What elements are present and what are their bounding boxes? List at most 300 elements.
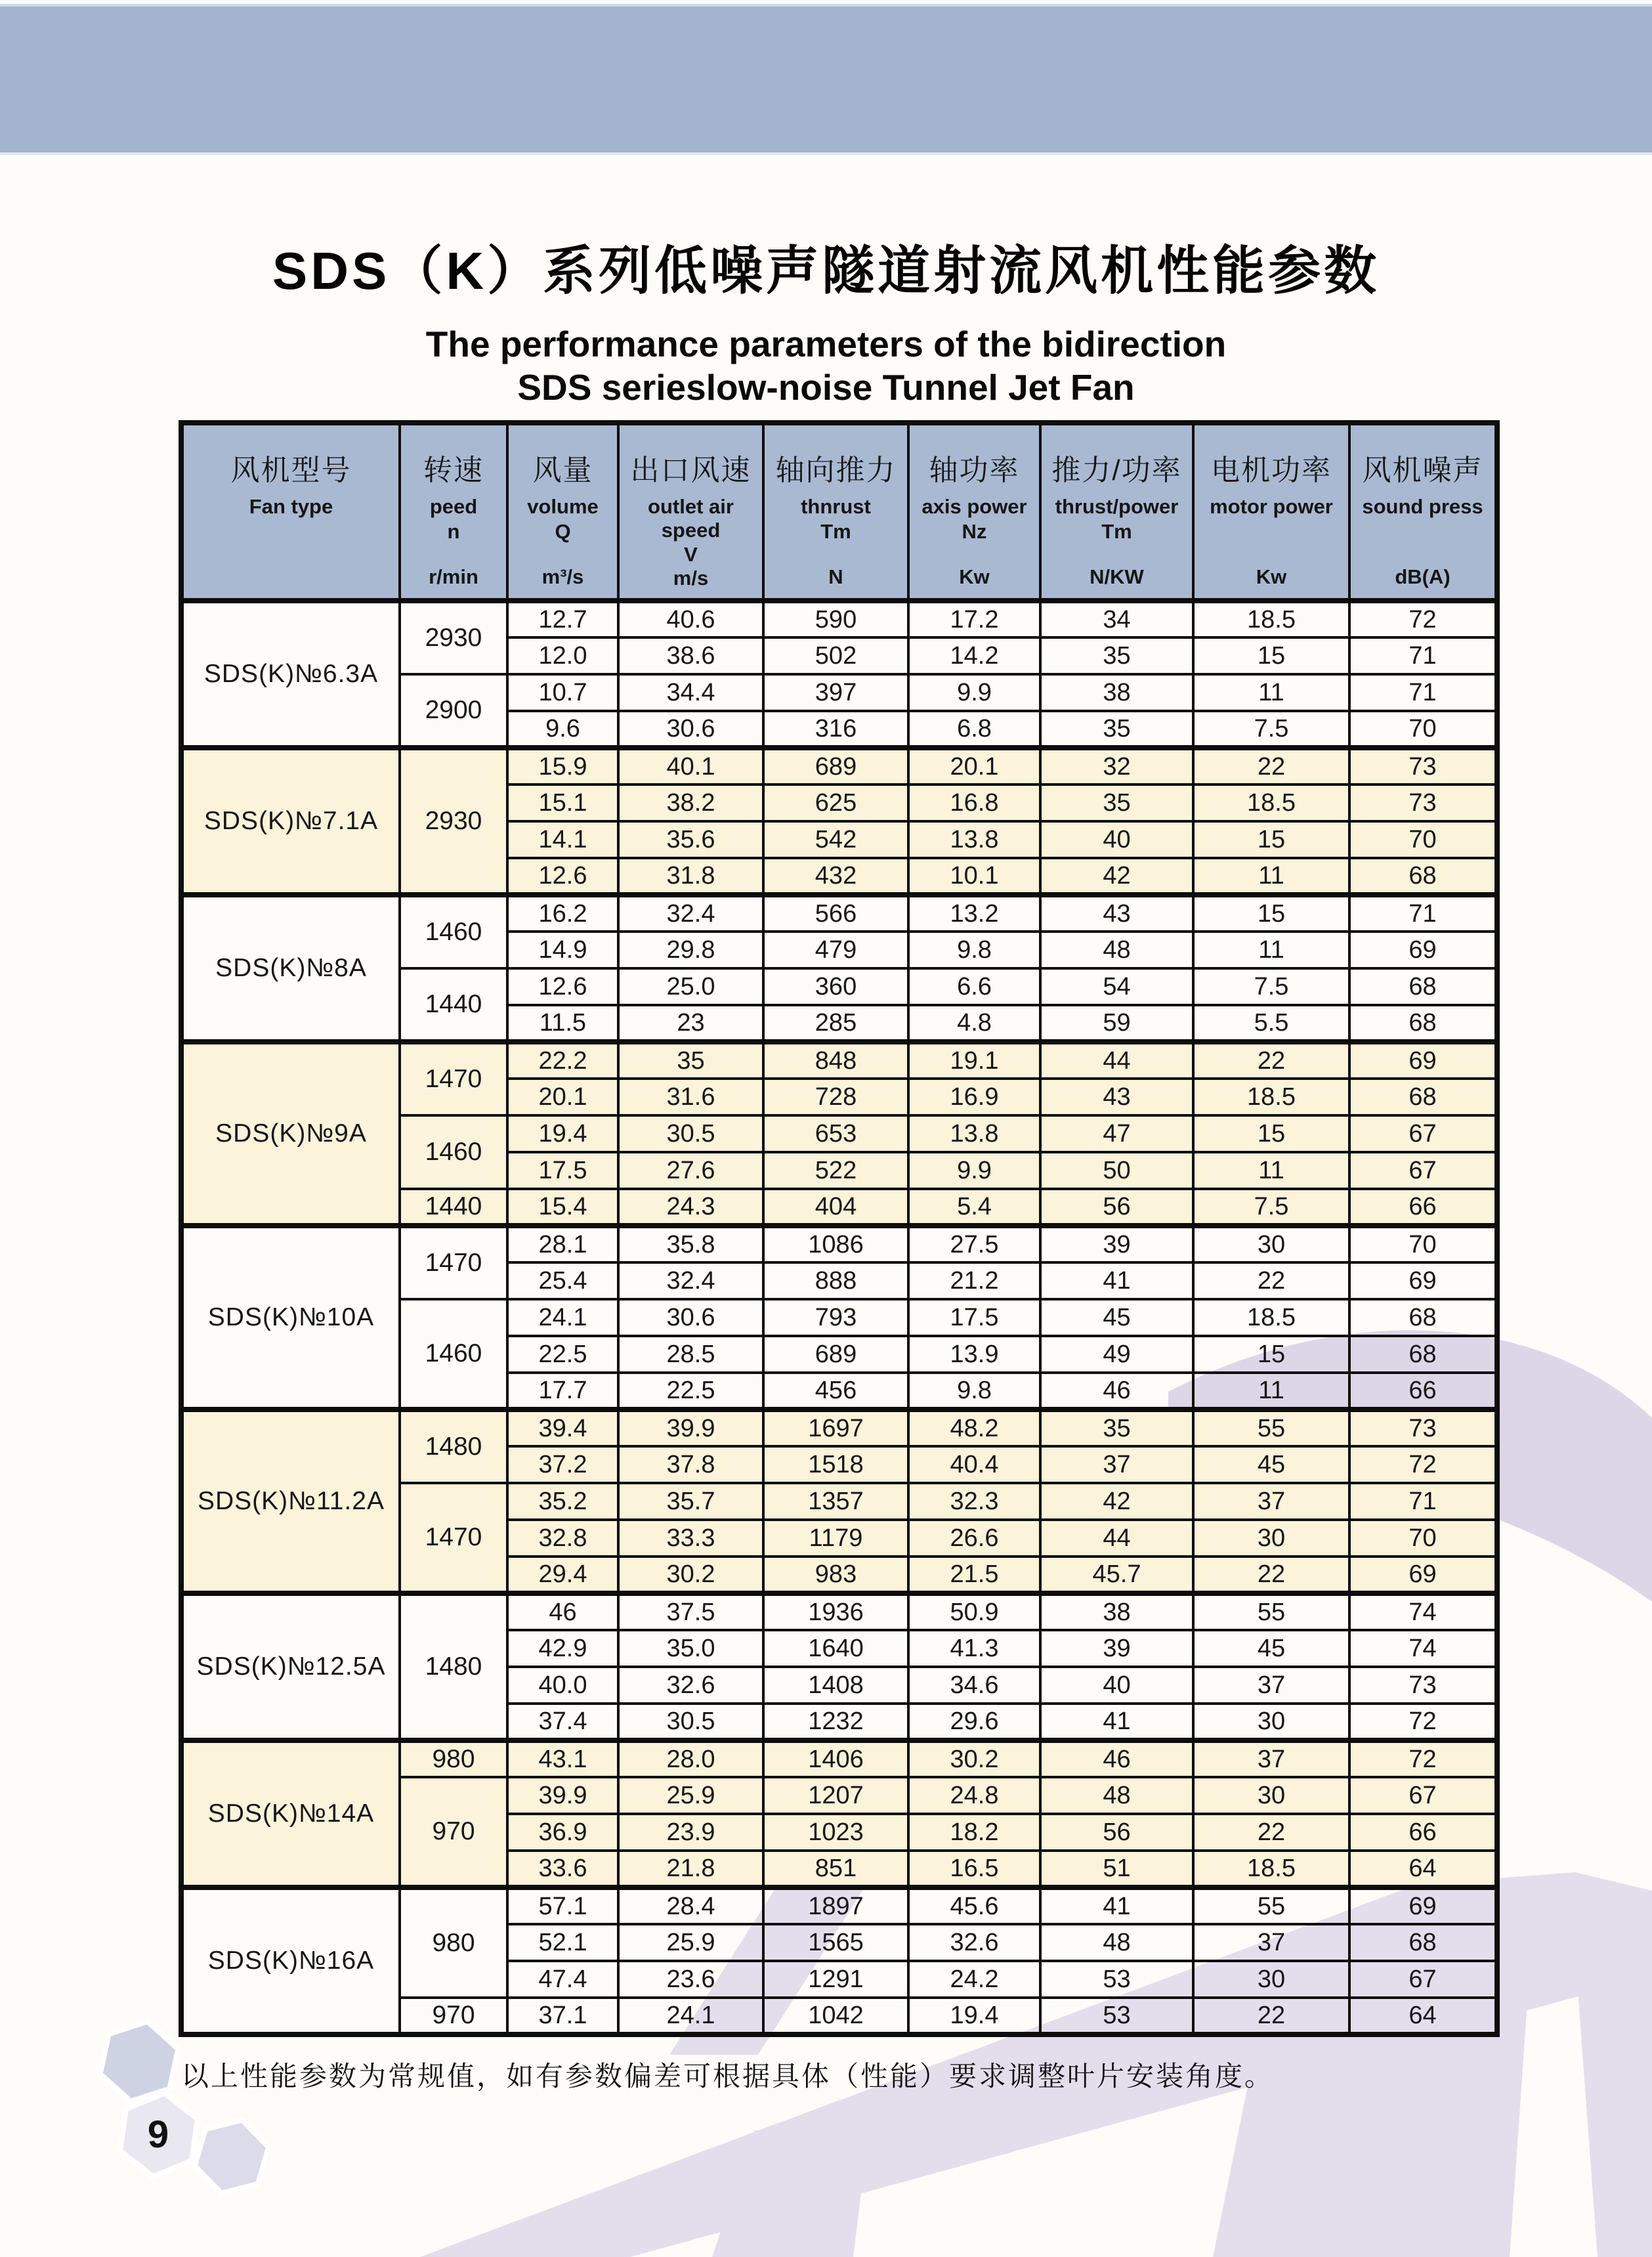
column-header-speed	[400, 423, 507, 601]
value-cell: 13.8	[908, 821, 1040, 858]
value-cell: 35	[1040, 785, 1193, 821]
header-en: thrust/power	[1055, 495, 1179, 518]
value-cell: 29.6	[908, 1704, 1040, 1740]
value-cell: 44	[1040, 1042, 1193, 1079]
value-cell: 793	[763, 1299, 908, 1336]
value-cell: 73	[1349, 1667, 1497, 1704]
value-cell: 40.1	[618, 748, 763, 785]
value-cell: 43	[1040, 895, 1193, 932]
column-header-fan-type	[181, 423, 400, 601]
value-cell: 41	[1040, 1704, 1193, 1740]
value-cell: 6.6	[908, 968, 1040, 1005]
value-cell: 11	[1193, 858, 1349, 895]
value-cell: 12.6	[507, 858, 618, 895]
header-symbol: Q	[555, 519, 571, 543]
value-cell: 1357	[763, 1483, 908, 1520]
value-cell: 432	[763, 858, 908, 895]
header-en: axis power	[921, 495, 1027, 518]
value-cell: 18.5	[1193, 1079, 1349, 1115]
value-cell: 47	[1040, 1115, 1193, 1152]
value-cell: 14.9	[507, 932, 618, 968]
value-cell: 285	[763, 1005, 908, 1042]
top-color-band	[0, 4, 1652, 155]
value-cell: 22	[1193, 1042, 1349, 1079]
value-cell: 1406	[763, 1740, 908, 1777]
fan-model-cell: SDS(K)№11.2A	[181, 1409, 400, 1593]
speed-cell: 1470	[400, 1042, 507, 1115]
speed-cell: 1480	[400, 1409, 507, 1483]
value-cell: 53	[1040, 1998, 1193, 2034]
value-cell: 69	[1349, 1262, 1497, 1299]
value-cell: 69	[1349, 1887, 1497, 1924]
value-cell: 40.0	[507, 1667, 618, 1704]
value-cell: 15	[1193, 895, 1349, 932]
value-cell: 46	[507, 1593, 618, 1630]
value-cell: 72	[1349, 1740, 1497, 1777]
value-cell: 40.6	[618, 601, 763, 637]
value-cell: 55	[1193, 1887, 1349, 1924]
fan-model-cell: SDS(K)№6.3A	[181, 601, 400, 748]
fan-model-cell: SDS(K)№9A	[181, 1042, 400, 1226]
value-cell: 17.5	[908, 1299, 1040, 1336]
value-cell: 39.9	[507, 1777, 618, 1814]
value-cell: 38	[1040, 674, 1193, 711]
value-cell: 71	[1349, 1483, 1497, 1520]
value-cell: 69	[1349, 1557, 1497, 1593]
speed-cell: 2930	[400, 748, 507, 895]
table-row	[181, 601, 1497, 637]
value-cell: 15.4	[507, 1189, 618, 1226]
value-cell: 30	[1193, 1777, 1349, 1814]
value-cell: 35	[1040, 711, 1193, 748]
value-cell: 22	[1193, 1557, 1349, 1593]
value-cell: 73	[1349, 785, 1497, 821]
fan-table-body	[181, 601, 1497, 2034]
header-en: sound press	[1362, 495, 1483, 518]
value-cell: 48	[1040, 1924, 1193, 1961]
value-cell: 23	[618, 1005, 763, 1042]
value-cell: 25.0	[618, 968, 763, 1005]
value-cell: 33.6	[507, 1851, 618, 1887]
value-cell: 28.5	[618, 1336, 763, 1373]
value-cell: 7.5	[1193, 711, 1349, 748]
value-cell: 10.7	[507, 674, 618, 711]
value-cell: 68	[1349, 1079, 1497, 1115]
value-cell: 59	[1040, 1005, 1193, 1042]
table-row	[181, 895, 1497, 932]
value-cell: 18.5	[1193, 1299, 1349, 1336]
speed-cell: 2900	[400, 674, 507, 748]
value-cell: 5.5	[1193, 1005, 1349, 1042]
column-header-outlet-speed	[618, 423, 763, 601]
value-cell: 47.4	[507, 1961, 618, 1998]
value-cell: 41	[1040, 1887, 1193, 1924]
speed-cell: 1440	[400, 968, 507, 1042]
value-cell: 15	[1193, 821, 1349, 858]
value-cell: 10.1	[908, 858, 1040, 895]
value-cell: 542	[763, 821, 908, 858]
speed-cell: 1460	[400, 895, 507, 968]
column-header-noise	[1349, 423, 1497, 601]
value-cell: 45	[1193, 1446, 1349, 1483]
fan-model-cell: SDS(K)№8A	[181, 895, 400, 1042]
value-cell: 35.7	[618, 1483, 763, 1520]
value-cell: 30.6	[618, 1299, 763, 1336]
value-cell: 66	[1349, 1814, 1497, 1851]
value-cell: 73	[1349, 748, 1497, 785]
value-cell: 590	[763, 601, 908, 637]
header-zh: 风机噪声	[1362, 454, 1483, 486]
value-cell: 70	[1349, 821, 1497, 858]
header-en: motor power	[1210, 495, 1333, 518]
value-cell: 48	[1040, 1777, 1193, 1814]
value-cell: 72	[1349, 1704, 1497, 1740]
value-cell: 39	[1040, 1630, 1193, 1667]
value-cell: 983	[763, 1557, 908, 1593]
value-cell: 37.4	[507, 1704, 618, 1740]
value-cell: 20.1	[908, 748, 1040, 785]
page-title-english-line1: The performance parameters of the bidirection	[425, 324, 1227, 364]
value-cell: 16.8	[908, 785, 1040, 821]
header-zh: 风量	[532, 454, 593, 486]
value-cell: 64	[1349, 1851, 1497, 1887]
value-cell: 360	[763, 968, 908, 1005]
value-cell: 20.1	[507, 1079, 618, 1115]
table-row	[181, 1887, 1497, 1924]
column-header-axis-power	[908, 423, 1040, 601]
value-cell: 1086	[763, 1226, 908, 1262]
value-cell: 56	[1040, 1189, 1193, 1226]
value-cell: 397	[763, 674, 908, 711]
value-cell: 71	[1349, 637, 1497, 674]
value-cell: 851	[763, 1851, 908, 1887]
value-cell: 37	[1193, 1924, 1349, 1961]
speed-cell: 1470	[400, 1226, 507, 1299]
value-cell: 42	[1040, 1483, 1193, 1520]
value-cell: 28.4	[618, 1887, 763, 1924]
value-cell: 45.7	[1040, 1557, 1193, 1593]
value-cell: 25.4	[507, 1262, 618, 1299]
value-cell: 13.9	[908, 1336, 1040, 1373]
column-header-volume	[507, 423, 618, 601]
value-cell: 74	[1349, 1593, 1497, 1630]
value-cell: 44	[1040, 1520, 1193, 1557]
value-cell: 37	[1193, 1740, 1349, 1777]
page-number: 9	[147, 2113, 169, 2156]
value-cell: 46	[1040, 1373, 1193, 1409]
value-cell: 38.2	[618, 785, 763, 821]
value-cell: 22.5	[618, 1373, 763, 1409]
value-cell: 18.5	[1193, 601, 1349, 637]
value-cell: 1179	[763, 1520, 908, 1557]
value-cell: 22.5	[507, 1336, 618, 1373]
value-cell: 72	[1349, 1446, 1497, 1483]
header-en: Fan type	[249, 495, 333, 518]
speed-cell: 1470	[400, 1483, 507, 1593]
value-cell: 12.0	[507, 637, 618, 674]
value-cell: 30.5	[618, 1115, 763, 1152]
value-cell: 848	[763, 1042, 908, 1079]
header-unit: r/min	[429, 565, 478, 588]
value-cell: 33.3	[618, 1520, 763, 1557]
value-cell: 37.8	[618, 1446, 763, 1483]
speed-cell: 980	[400, 1740, 507, 1777]
hexagon-lavender	[190, 2111, 274, 2202]
value-cell: 1023	[763, 1814, 908, 1851]
value-cell: 479	[763, 932, 908, 968]
value-cell: 37	[1040, 1446, 1193, 1483]
value-cell: 689	[763, 1336, 908, 1373]
value-cell: 57.1	[507, 1887, 618, 1924]
value-cell: 30.2	[908, 1740, 1040, 1777]
value-cell: 36.9	[507, 1814, 618, 1851]
value-cell: 68	[1349, 1005, 1497, 1042]
value-cell: 45.6	[908, 1887, 1040, 1924]
value-cell: 24.2	[908, 1961, 1040, 1998]
value-cell: 35	[618, 1042, 763, 1079]
value-cell: 73	[1349, 1409, 1497, 1446]
value-cell: 51	[1040, 1851, 1193, 1887]
value-cell: 689	[763, 748, 908, 785]
value-cell: 14.1	[507, 821, 618, 858]
value-cell: 50	[1040, 1152, 1193, 1189]
value-cell: 11.5	[507, 1005, 618, 1042]
value-cell: 25.9	[618, 1924, 763, 1961]
value-cell: 28.1	[507, 1226, 618, 1262]
value-cell: 48	[1040, 932, 1193, 968]
value-cell: 6.8	[908, 711, 1040, 748]
value-cell: 68	[1349, 1924, 1497, 1961]
value-cell: 32.8	[507, 1520, 618, 1557]
value-cell: 67	[1349, 1961, 1497, 1998]
value-cell: 1408	[763, 1667, 908, 1704]
value-cell: 43.1	[507, 1740, 618, 1777]
speed-cell: 970	[400, 1777, 507, 1887]
value-cell: 12.6	[507, 968, 618, 1005]
value-cell: 18.5	[1193, 785, 1349, 821]
value-cell: 30	[1193, 1961, 1349, 1998]
value-cell: 1207	[763, 1777, 908, 1814]
value-cell: 23.9	[618, 1814, 763, 1851]
table-row	[181, 1740, 1497, 1777]
value-cell: 13.8	[908, 1115, 1040, 1152]
value-cell: 16.2	[507, 895, 618, 932]
value-cell: 653	[763, 1115, 908, 1152]
value-cell: 30	[1193, 1520, 1349, 1557]
value-cell: 1565	[763, 1924, 908, 1961]
performance-table	[179, 420, 1500, 2037]
value-cell: 68	[1349, 1299, 1497, 1336]
value-cell: 1897	[763, 1887, 908, 1924]
value-cell: 29.4	[507, 1557, 618, 1593]
value-cell: 27.5	[908, 1226, 1040, 1262]
fan-model-cell: SDS(K)№16A	[181, 1887, 400, 2034]
value-cell: 49	[1040, 1336, 1193, 1373]
table-row	[181, 1409, 1497, 1446]
header-en: thnrust	[801, 495, 871, 518]
value-cell: 7.5	[1193, 1189, 1349, 1226]
value-cell: 9.9	[908, 1152, 1040, 1189]
value-cell: 35.6	[618, 821, 763, 858]
fan-model-cell: SDS(K)№10A	[181, 1226, 400, 1409]
value-cell: 23.6	[618, 1961, 763, 1998]
header-zh: 转速	[423, 454, 484, 486]
value-cell: 32.4	[618, 895, 763, 932]
value-cell: 1936	[763, 1593, 908, 1630]
fan-model-cell: SDS(K)№12.5A	[181, 1593, 400, 1740]
value-cell: 22.2	[507, 1042, 618, 1079]
value-cell: 40.4	[908, 1446, 1040, 1483]
value-cell: 12.7	[507, 601, 618, 637]
value-cell: 32.6	[908, 1924, 1040, 1961]
value-cell: 15	[1193, 637, 1349, 674]
value-cell: 21.2	[908, 1262, 1040, 1299]
value-cell: 728	[763, 1079, 908, 1115]
value-cell: 38.6	[618, 637, 763, 674]
value-cell: 13.2	[908, 895, 1040, 932]
value-cell: 22	[1193, 1262, 1349, 1299]
value-cell: 18.5	[1193, 1851, 1349, 1887]
value-cell: 15.1	[507, 785, 618, 821]
value-cell: 16.9	[908, 1079, 1040, 1115]
value-cell: 42	[1040, 858, 1193, 895]
value-cell: 30.2	[618, 1557, 763, 1593]
value-cell: 41.3	[908, 1630, 1040, 1667]
header-zh: 出口风速	[630, 454, 752, 486]
value-cell: 32.6	[618, 1667, 763, 1704]
header-symbol: n	[447, 519, 460, 543]
value-cell: 24.8	[908, 1777, 1040, 1814]
value-cell: 27.6	[618, 1152, 763, 1189]
header-zh: 轴向推力	[775, 454, 897, 486]
value-cell: 67	[1349, 1777, 1497, 1814]
value-cell: 67	[1349, 1115, 1497, 1152]
value-cell: 522	[763, 1152, 908, 1189]
header-unit: Kw	[959, 565, 990, 588]
value-cell: 71	[1349, 895, 1497, 932]
header-zh: 风机型号	[230, 454, 352, 486]
value-cell: 31.6	[618, 1079, 763, 1115]
value-cell: 66	[1349, 1373, 1497, 1409]
value-cell: 29.8	[618, 932, 763, 968]
value-cell: 1291	[763, 1961, 908, 1998]
value-cell: 25.9	[618, 1777, 763, 1814]
value-cell: 15.9	[507, 748, 618, 785]
value-cell: 30	[1193, 1226, 1349, 1262]
value-cell: 1640	[763, 1630, 908, 1667]
header-unit: m³/s	[541, 565, 584, 588]
value-cell: 37	[1193, 1667, 1349, 1704]
value-cell: 45	[1040, 1299, 1193, 1336]
value-cell: 1232	[763, 1704, 908, 1740]
value-cell: 30.6	[618, 711, 763, 748]
value-cell: 34.6	[908, 1667, 1040, 1704]
value-cell: 71	[1349, 674, 1497, 711]
value-cell: 1518	[763, 1446, 908, 1483]
value-cell: 55	[1193, 1593, 1349, 1630]
value-cell: 53	[1040, 1961, 1193, 1998]
value-cell: 69	[1349, 1042, 1497, 1079]
speed-cell: 1460	[400, 1115, 507, 1189]
value-cell: 68	[1349, 858, 1497, 895]
value-cell: 69	[1349, 932, 1497, 968]
value-cell: 18.2	[908, 1814, 1040, 1851]
table-header	[181, 423, 1497, 601]
column-header-thrust	[763, 423, 908, 601]
value-cell: 9.9	[908, 674, 1040, 711]
table-row	[181, 1593, 1497, 1630]
page-title-chinese: SDS（K）系列低噪声隧道射流风机性能参数	[272, 242, 1380, 300]
value-cell: 52.1	[507, 1924, 618, 1961]
value-cell: 50.9	[908, 1593, 1040, 1630]
value-cell: 7.5	[1193, 968, 1349, 1005]
value-cell: 11	[1193, 932, 1349, 968]
value-cell: 21.8	[618, 1851, 763, 1887]
value-cell: 41	[1040, 1262, 1193, 1299]
header-row	[181, 423, 1497, 601]
value-cell: 40	[1040, 821, 1193, 858]
value-cell: 17.7	[507, 1373, 618, 1409]
speed-cell: 1460	[400, 1299, 507, 1409]
value-cell: 19.1	[908, 1042, 1040, 1079]
value-cell: 74	[1349, 1630, 1497, 1667]
value-cell: 35	[1040, 637, 1193, 674]
value-cell: 35.8	[618, 1226, 763, 1262]
value-cell: 9.8	[908, 932, 1040, 968]
header-symbol: V	[684, 543, 698, 567]
value-cell: 11	[1193, 1152, 1349, 1189]
value-cell: 17.2	[908, 601, 1040, 637]
value-cell: 48.2	[908, 1409, 1040, 1446]
value-cell: 37.5	[618, 1593, 763, 1630]
value-cell: 502	[763, 637, 908, 674]
value-cell: 55	[1193, 1409, 1349, 1446]
value-cell: 66	[1349, 1189, 1497, 1226]
value-cell: 24.3	[618, 1189, 763, 1226]
value-cell: 70	[1349, 1520, 1497, 1557]
speed-cell: 1440	[400, 1189, 507, 1226]
value-cell: 37	[1193, 1483, 1349, 1520]
value-cell: 68	[1349, 1336, 1497, 1373]
header-zh: 电机功率	[1211, 454, 1332, 486]
fan-model-cell: SDS(K)№7.1A	[181, 748, 400, 895]
value-cell: 40	[1040, 1667, 1193, 1704]
value-cell: 19.4	[908, 1998, 1040, 2034]
header-zh: 推力/功率	[1051, 454, 1182, 486]
value-cell: 68	[1349, 968, 1497, 1005]
value-cell: 39.4	[507, 1409, 618, 1446]
value-cell: 9.6	[507, 711, 618, 748]
value-cell: 35.0	[618, 1630, 763, 1667]
value-cell: 67	[1349, 1152, 1497, 1189]
column-header-thrust-power	[1040, 423, 1193, 601]
value-cell: 43	[1040, 1079, 1193, 1115]
table-row	[181, 748, 1497, 785]
header-symbol: Tm	[820, 519, 851, 543]
value-cell: 46	[1040, 1740, 1193, 1777]
value-cell: 19.4	[507, 1115, 618, 1152]
value-cell: 38	[1040, 1593, 1193, 1630]
speed-cell: 980	[400, 1887, 507, 1998]
header-symbol: Nz	[962, 519, 987, 543]
value-cell: 34	[1040, 601, 1193, 637]
value-cell: 24.1	[507, 1299, 618, 1336]
header-unit: N	[828, 565, 843, 588]
value-cell: 37.2	[507, 1446, 618, 1483]
value-cell: 39.9	[618, 1409, 763, 1446]
value-cell: 30	[1193, 1704, 1349, 1740]
header-unit: N/KW	[1090, 565, 1144, 588]
